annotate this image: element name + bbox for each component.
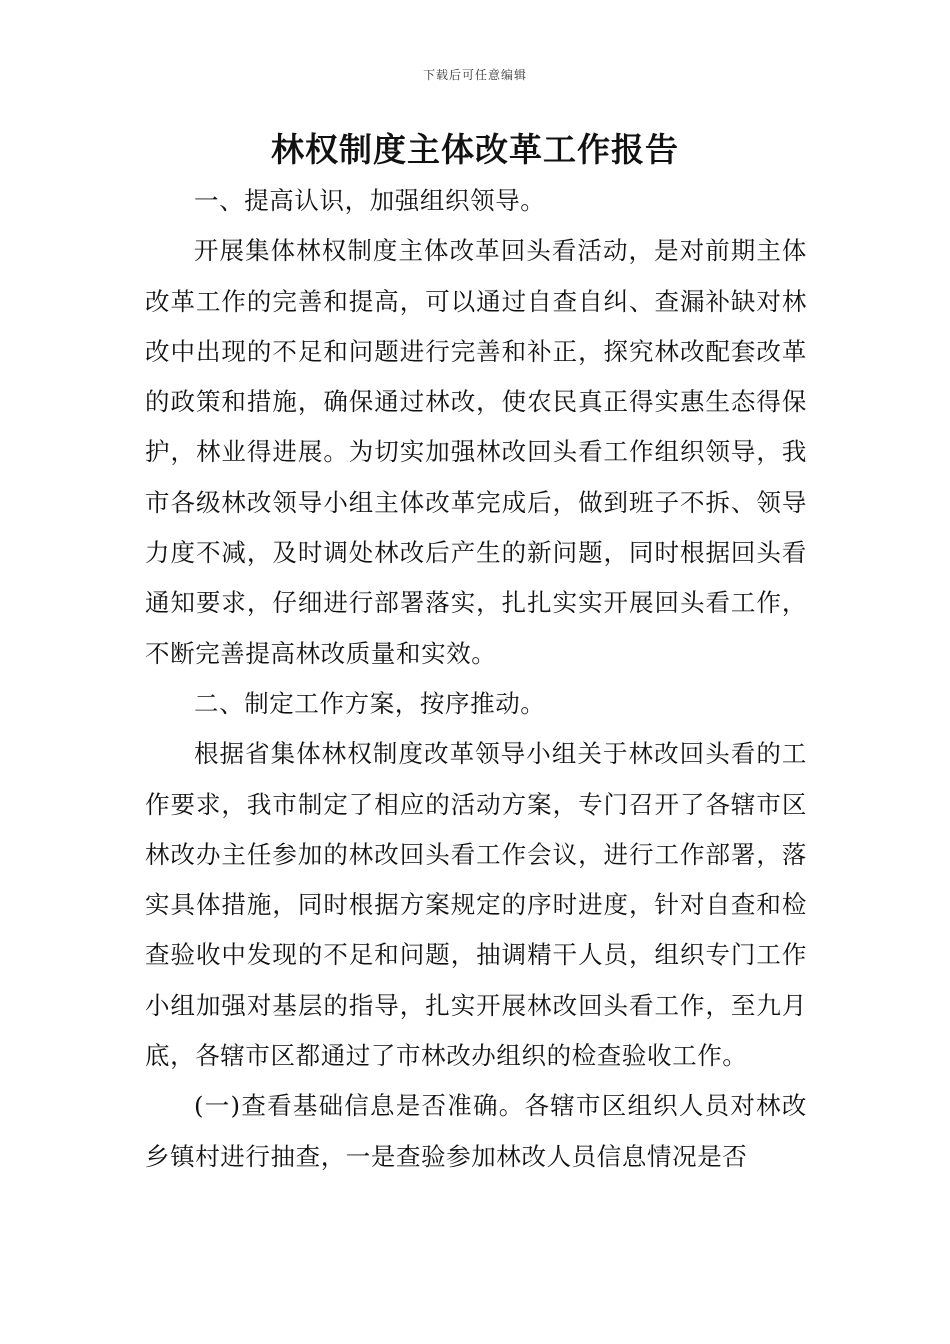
section-heading-1: 一、提高认识，加强组织领导。 [194, 186, 546, 215]
document-title: 林权制度主体改革工作报告 [271, 130, 679, 169]
body-paragraph-1: 开展集体林权制度主体改革回头看活动，是对前期主体改革工作的完善和提高，可以通过自查自纠、查漏补缺对林改中出现的不足和问题进行完善和补正，探究林改配套改革的政策和措施，确保通过林改，使农民真正得实惠生态得保护，林业得进展。为切实加强林改回头看工作组织领导，我市各级林改领导小组主体改革完成后，做到班子不拆、领导力度不减，及时调处林改后产生的新问题，同时根据回头看通知要求，仔细进行部署落实，扎扎实实开展回头看工作，不断完善提高林改质量和实效。 [145, 236, 807, 668]
body-paragraph-3: (一)查看基础信息是否准确。各辖市区组织人员对林改乡镇村进行抽查，一是查验参加林改人员信息情况是否 [145, 1091, 807, 1171]
section-heading-2: 二、制定工作方案，按序推动。 [194, 688, 546, 718]
header-note: 下载后可任意编辑 [422, 68, 527, 82]
document-body [145, 176, 807, 1182]
body-paragraph-2: 根据省集体林权制度改革领导小组关于林改回头看的工作要求，我市制定了相应的活动方案，专门召开了各辖市区林改办主任参加的林改回头看工作会议，进行工作部署，落实具体措施，同时根据方案规定的序时进度，针对自查和检查验收中发现的不足和问题，抽调精干人员，组织专门工作小组加强对基层的指导，扎实开展林改回头看工作，至九月底，各辖市区都通过了市林改办组织的检查验收工作。 [145, 739, 807, 1071]
